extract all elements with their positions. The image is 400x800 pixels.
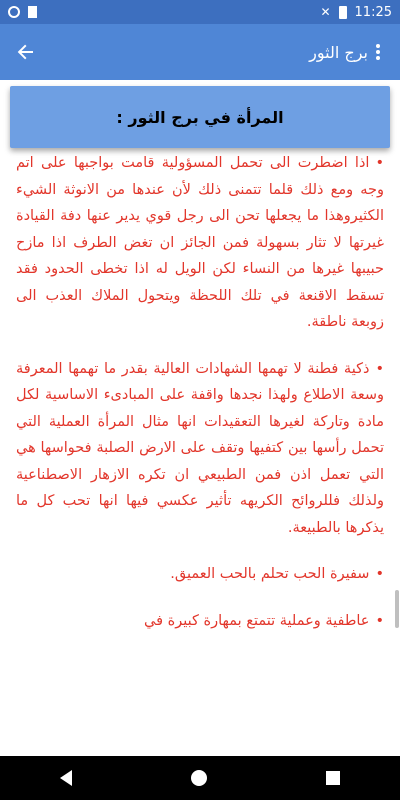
more-vert-icon[interactable] (364, 38, 392, 66)
card-title: المرأة في برج الثور : (116, 107, 284, 127)
nav-home-icon[interactable] (191, 770, 207, 786)
nav-recent-apps-icon[interactable] (326, 771, 340, 785)
status-left-icons (8, 6, 37, 18)
paragraph-4: •عاطفية وعملية تتمتع بمهارة كبيرة في (144, 612, 384, 629)
app-bar (0, 24, 400, 80)
notification-icon (8, 6, 20, 18)
scrollbar[interactable] (395, 590, 399, 628)
bullet-icon: • (375, 360, 384, 377)
status-time: 11:25 (354, 4, 392, 20)
status-bar (0, 0, 400, 24)
bullet-icon: • (375, 566, 384, 582)
sd-card-icon (28, 6, 37, 18)
nav-back-icon[interactable] (60, 770, 72, 786)
navigation-bar (0, 756, 400, 800)
bullet-icon: • (375, 155, 384, 171)
article-text (16, 150, 384, 654)
status-right-icons (320, 5, 392, 20)
bullet-icon: • (375, 612, 384, 629)
paragraph-2: •ذكية فطنة لا تهمها الشهادات العالية بقدر ما تهمها المعرفة وسعة الاطلاع ولهذا نجدها واقفة على المبادىء الاساسية لكل مادة وتاركة لغيرها التعقيدات انها مثال المرأة العملية التي تحمل رأسها بين كتفيها وتقف على الارض الصلبة فحواسها هي التي تعمل اذن فمن الطبيعي ان تكره الازهار الاصطناعية ولذلك فللروائح الكريهه تأثير عكسي فيها انها تحب كل ما يذكرها بالطبيعة. (16, 360, 384, 536)
content-area[interactable] (0, 80, 400, 756)
battery-icon (339, 6, 347, 19)
paragraph-1: •اذا اضطرت الى تحمل المسؤولية قامت بواجبها على اتم وجه ومع ذلك قلما تتمنى ذلك لأن عندها من الانوثة الشيء الكثيروهذا ما يجعلها تحن الى رجل قوي يدير عنها دفة القيادة غيرتها لا تثار بسهولة فمن الجائز ان تغض الطرف اذا مازح حبيبها غيرها من النساء لكن الويل له اذا تخطى الحدود فقد تسقط الاقنعة في تلك اللحظة ويتحول الملاك العذب الى زوبعة ناطقة. (16, 155, 384, 330)
title-card (10, 86, 390, 148)
arrow-back-icon[interactable] (12, 38, 40, 66)
app-title: برج الثور (309, 42, 368, 62)
paragraph-3: •سفيرة الحب تحلم بالحب العميق. (170, 566, 384, 582)
no-signal-icon: ✕ (320, 5, 331, 19)
